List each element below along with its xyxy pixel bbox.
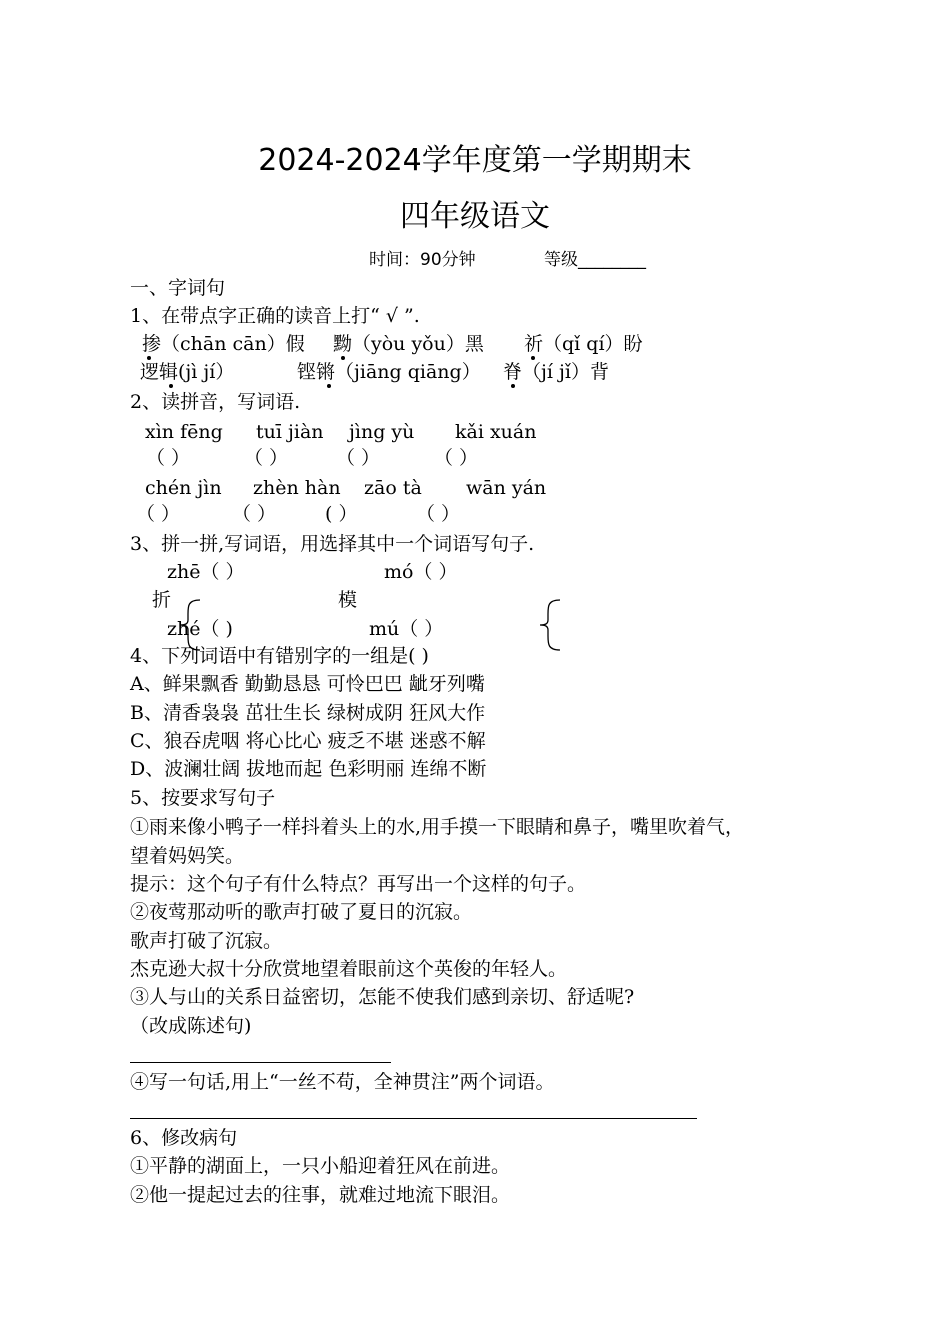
q1-item: 祈（qǐ qí）盼 [524, 333, 643, 355]
q6-line: ①平静的湖面上，一只小船迎着狂风在前进。 [130, 1155, 511, 1177]
answer-line[interactable] [130, 1118, 697, 1119]
q1-prompt: 1、在带点字正确的读音上打“ √ ”. [130, 305, 420, 327]
q4-option: A、鲜果飘香 勤勤恳恳 可怜巴巴 龇牙列嘴 [130, 673, 485, 695]
left-brace-icon [536, 598, 566, 652]
exam-subject: 四年级语文 [400, 199, 550, 234]
q3-prompt: 3、拼一拼,写词语，用选择其中一个词语写句子. [130, 533, 535, 555]
answer-blank[interactable]: （ ） [136, 503, 181, 525]
pinyin: jìng yù [349, 421, 415, 443]
q5-line: 歌声打破了沉寂。 [130, 930, 283, 952]
q1-item: 铿锵（jiāng qiāng） [297, 361, 481, 383]
q5-line: 望着妈妈笑。 [130, 845, 245, 867]
q2-prompt: 2、读拼音，写词语. [130, 391, 301, 413]
answer-line[interactable] [130, 1062, 391, 1063]
q4-prompt: 4、下列词语中有错别字的一组是( ) [130, 645, 429, 667]
exam-title: 2024-2024学年度第一学期期末 [258, 143, 692, 178]
q5-line: 杰克逊大叔十分欣赏地望着眼前这个英俊的年轻人。 [130, 958, 568, 980]
q4-option: B、清香袅袅 茁壮生长 绿树成阴 狂风大作 [130, 702, 486, 724]
answer-blank[interactable]: （ ） [146, 447, 191, 469]
q4-option: D、波澜壮阔 拔地而起 色彩明丽 连绵不断 [130, 758, 487, 780]
answer-blank[interactable]: ( ） [325, 503, 358, 525]
q1-item: 逻辑(jì jí） [140, 361, 235, 383]
answer-blank[interactable]: （ ） [232, 503, 277, 525]
q3-zhe1[interactable]: zhē（ ） [167, 561, 245, 583]
q5-prompt: 5、按要求写句子 [130, 787, 276, 809]
q5-line: 提示：这个句子有什么特点？再写出一个这样的句子。 [130, 873, 587, 895]
q5-line: ③人与山的关系日益密切，怎能不使我们感到亲切、舒适呢? [130, 986, 635, 1008]
q3-mo[interactable]: mó（ ） [384, 561, 458, 583]
pinyin: xìn fēng [145, 421, 223, 443]
q5-line: ②夜莺那动听的歌声打破了夏日的沉寂。 [130, 901, 473, 923]
exam-time: 时间：90分钟 [369, 250, 476, 270]
pinyin: kǎi xuán [455, 421, 537, 443]
q3-char-zhe: 折 [152, 589, 172, 611]
q1-item: 掺（chān cān）假 [142, 333, 305, 355]
answer-blank[interactable]: （ ） [434, 447, 479, 469]
q1-item: 脊（jí jǐ）背 [503, 361, 609, 383]
answer-blank[interactable]: （ ） [336, 447, 381, 469]
section-heading: 一、字词句 [130, 277, 226, 299]
emphasis-dot [327, 384, 331, 388]
q6-prompt: 6、修改病句 [130, 1127, 238, 1149]
pinyin: tuī jiàn [256, 421, 324, 443]
pinyin: chén jìn [145, 477, 222, 499]
pinyin: wān yán [466, 477, 547, 499]
answer-blank[interactable]: （ ） [416, 503, 461, 525]
q3-zhe2[interactable]: zhé（ ) [167, 618, 233, 640]
q5-line: （改成陈述句) [130, 1015, 252, 1037]
emphasis-dot [169, 384, 173, 388]
grade-field: 等级________ [544, 250, 646, 270]
q1-item: 黝（yòu yǒu）黑 [333, 333, 484, 355]
answer-blank[interactable]: （ ） [244, 447, 289, 469]
emphasis-dot [511, 384, 515, 388]
q5-line: ①雨来像小鸭子一样抖着头上的水,用手摸一下眼睛和鼻子，嘴里吹着气， [130, 816, 745, 838]
pinyin: zāo tà [364, 477, 422, 499]
q4-option: C、狼吞虎咽 将心比心 疲乏不堪 迷惑不解 [130, 730, 486, 752]
q3-char-mo: 模 [338, 589, 358, 611]
pinyin: zhèn hàn [253, 477, 341, 499]
q3-mu[interactable]: mú（ ） [369, 618, 444, 640]
q6-line: ②他一提起过去的往事，就难过地流下眼泪。 [130, 1184, 511, 1206]
q5-line: ④写一句话,用上“一丝不苟，全神贯注”两个词语。 [130, 1071, 555, 1093]
